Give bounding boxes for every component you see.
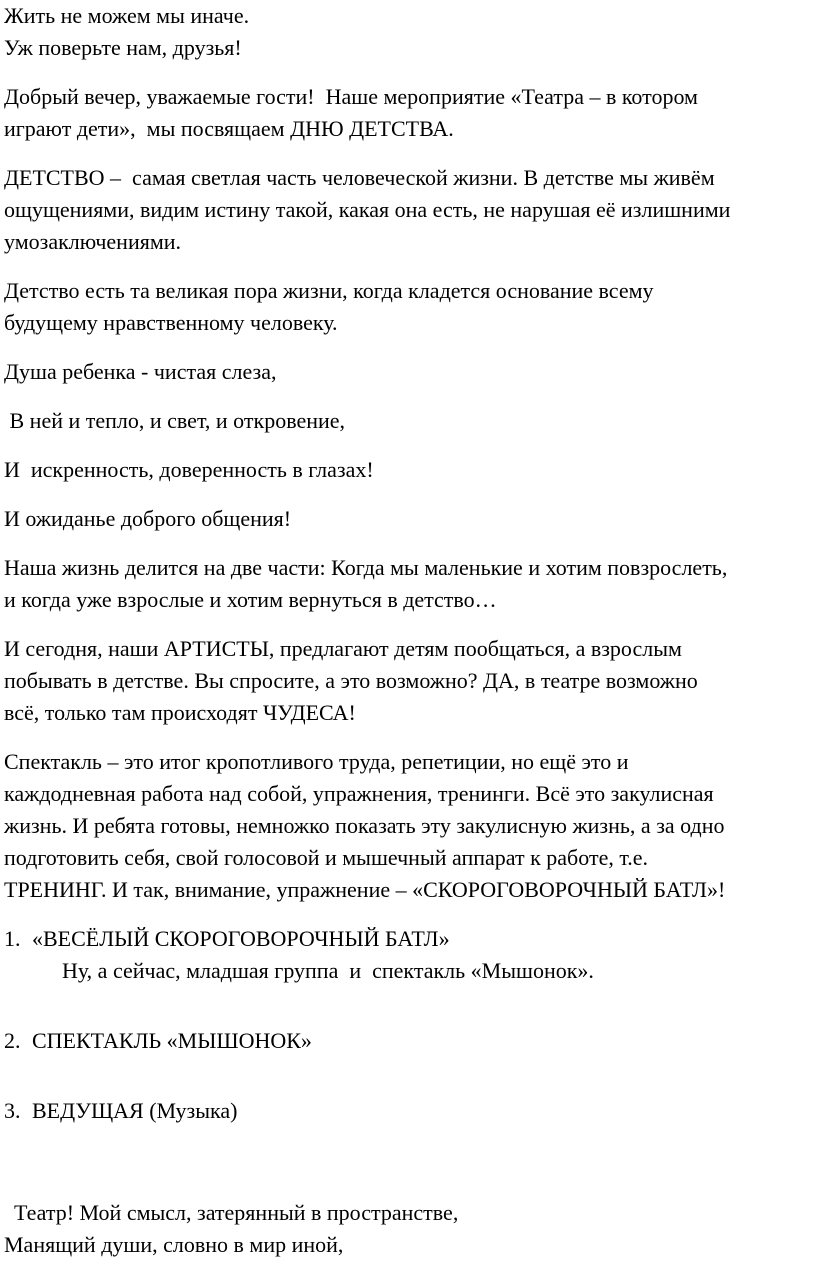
paragraph-childhood [4, 162, 814, 258]
list-item-text: «ВЕСЁЛЫЙ СКОРОГОВОРОЧНЫЙ БАТЛ» [32, 926, 450, 951]
list-number: 1. [4, 926, 21, 951]
poem-line: Душа ребенка - чистая слеза, [4, 359, 277, 384]
list-number: 3. [4, 1098, 21, 1123]
paragraph-line: подготовить себя, свой голосовой и мышечный аппарат к работе, т.е. [4, 845, 649, 870]
paragraph-line: будущему нравственному человеку. [4, 310, 338, 335]
paragraph-line: Детство есть та великая пора жизни, когда кладется основание всему [4, 278, 654, 303]
list-item-1 [4, 923, 814, 955]
paragraph-line: Добрый вечер, уважаемые гости! Наше мероприятие «Театра – в котором [4, 84, 698, 109]
paragraph-line: И сегодня, наши АРТИСТЫ, предлагают детям пообщаться, а взрослым [4, 636, 682, 661]
document-page [4, 0, 814, 1261]
poem-line: И искренность, доверенность в глазах! [4, 457, 374, 482]
poem-line: И ожиданье доброго общения! [4, 506, 292, 531]
list-item-1-note: Ну, а сейчас, младшая группа и спектакль «Мышонок». [62, 958, 594, 983]
intro-line-1: Жить не можем мы иначе. [4, 3, 250, 28]
paragraph-two-parts [4, 552, 814, 616]
list-item-3 [4, 1095, 814, 1127]
list-number: 2. [4, 1028, 21, 1053]
list-item-text: ВЕДУЩАЯ (Музыка) [32, 1098, 238, 1123]
list-item-text: СПЕКТАКЛЬ «МЫШОНОК» [32, 1028, 312, 1053]
paragraph-line: и когда уже взрослые и хотим вернуться в детство… [4, 587, 497, 612]
paragraph-line: каждодневная работа над собой, упражнения, тренинги. Всё это закулисная [4, 781, 714, 806]
paragraph-line: Спектакль – это итог кропотливого труда, репетиции, но ещё это и [4, 749, 629, 774]
paragraph-line: ДЕТСТВО – самая светлая часть человеческой жизни. В детстве мы живём [4, 165, 715, 190]
intro-line-2: Уж поверьте нам, друзья! [4, 35, 242, 60]
poem-line: В ней и тепло, и свет, и откровение, [4, 408, 346, 433]
paragraph-artists [4, 633, 814, 729]
paragraph-line: умозаключениями. [4, 229, 182, 254]
paragraph-performance [4, 746, 814, 906]
paragraph-greeting [4, 81, 814, 145]
poem2-line-2: Манящий души, словно в мир иной, [4, 1232, 344, 1257]
poem2-line-1: Театр! Мой смысл, затерянный в пространстве, [14, 1200, 459, 1225]
paragraph-line: Наша жизнь делится на две части: Когда мы маленькие и хотим повзрослеть, [4, 555, 728, 580]
paragraph-line: жизнь. И ребята готовы, немножко показать эту закулисную жизнь, а за одно [4, 813, 725, 838]
paragraph-line: побывать в детстве. Вы спросите, а это возможно? ДА, в театре возможно [4, 668, 698, 693]
paragraph-line: ТРЕНИНГ. И так, внимание, упражнение – «СКОРОГОВОРОЧНЫЙ БАТЛ»! [4, 877, 726, 902]
paragraph-great-time [4, 275, 814, 339]
paragraph-line: всё, только там происходят ЧУДЕСА! [4, 700, 356, 725]
list-item-2 [4, 1025, 814, 1057]
paragraph-line: ощущениями, видим истину такой, какая она есть, не нарушая её излишними [4, 197, 731, 222]
paragraph-line: играют дети», мы посвящаем ДНЮ ДЕТСТВА. [4, 116, 454, 141]
